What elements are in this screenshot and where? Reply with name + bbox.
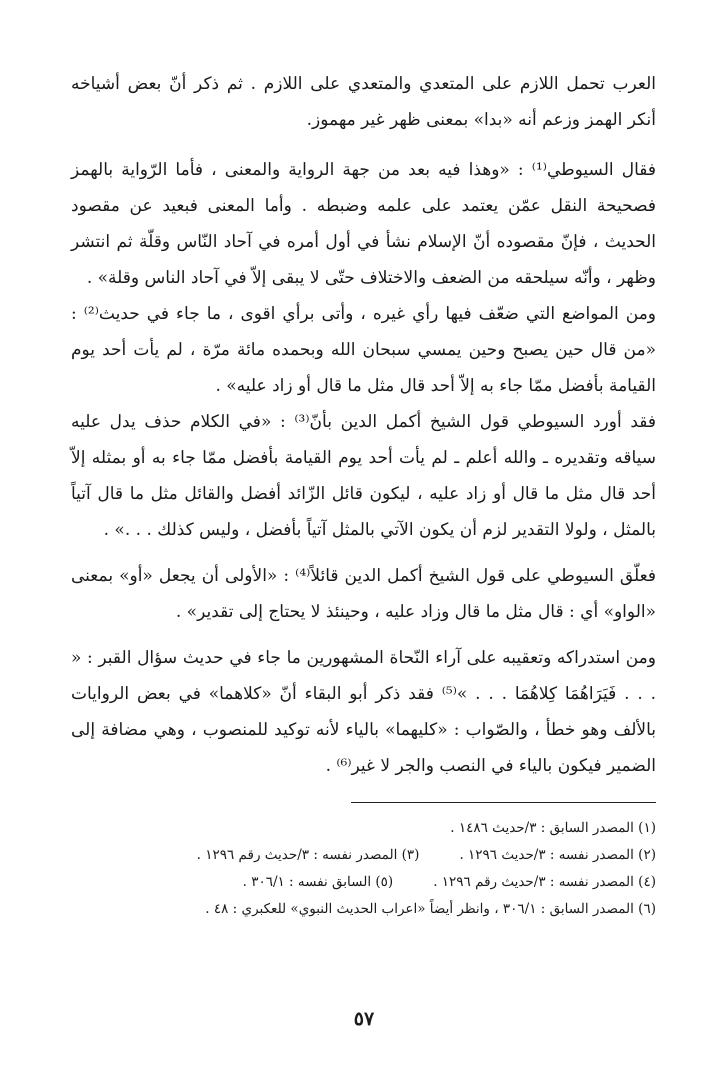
paragraph-1: العرب تحمل اللازم على المتعدي والمتعدي على اللازم . ثم ذكر أنّ بعض أشياخه أنكر الهمز وزعم أنه «بدا» بمعنى ظهر غير مهموز. (71, 74, 656, 130)
paragraph-4: فقد أورد السيوطي قول الشيخ أكمل الدين بأنّ⁽³⁾ : «في الكلام حذف يدل عليه سياقه وتقديره ـ والله أعلم ـ لم يأت أحد يوم القيامة بأفضل ممّا جاء به أو بمثله إلاّ أحد قال مثل ما قال أو زاد عليه ، ليكون قائل الزّائد أفضل والقائل مثل ما قال آتياً بالمثل ، ولولا التقدير لزم أن يكون الآتي بالمثل آتياً بأفضل ، وليس كذلك . . .» . (71, 412, 656, 540)
footnote-2: (٢) المصدر نفسه : ٣/حديث ١٢٩٦ . (459, 847, 656, 863)
paragraph-5: فعلّق السيوطي على قول الشيخ أكمل الدين قائلاً⁽⁴⁾ : «الأولى أن يجعل «أو» بمعنى «الواو» أي : قال مثل ما قال وزاد عليه ، وحينئذ لا يحتاج إلى تقدير» . (71, 566, 656, 622)
footnote-3: (٣) المصدر نفسه : ٣/حديث رقم ١٢٩٦ . (196, 847, 420, 863)
footnote-4: (٤) المصدر نفسه : ٣/حديث رقم ١٢٩٦ . (433, 874, 656, 890)
document-page (71, 66, 656, 923)
footnote-row-4 (71, 896, 656, 923)
footnote-divider (351, 802, 656, 803)
footnote-row-1 (71, 815, 656, 842)
footnote-6: (٦) المصدر السابق : ٣٠٦/١ ، وانظر أيضاً «اعراب الحديث النبوي» للعكبري : ٤٨ . (205, 901, 656, 917)
page-number: ٥٧ (353, 1008, 375, 1030)
footnotes (71, 815, 656, 923)
footnote-5: (٥) السابق نفسه : ٣٠٦/١ . (242, 874, 394, 890)
paragraph-6: ومن استدراكه وتعقيبه على آراء النّحاة المشهورين ما جاء في حديث سؤال القبر : « . . . فَيَرَاهُمَا كِلاهُمَا . . . »⁽⁵⁾ فقد ذكر أبو البقاء أنّ «كلاهما» في بعض الروايات بالألف وهو خطأ ، والصّواب : «كليهما» بالياء لأنه توكيد للمنصوب ، وهي مضافة إلى الضمير فيكون بالياء في النصب والجر لا غير⁽⁶⁾ . (71, 648, 656, 776)
footnote-1: (١) المصدر السابق : ٣/حديث ١٤٨٦ . (450, 820, 656, 836)
footnote-row-2 (71, 842, 656, 869)
paragraph-3: ومن المواضع التي ضعّف فيها رأي غيره ، وأتى برأي اقوى ، ما جاء في حديث⁽²⁾ : «من قال حين يصبح وحين يمسي سبحان الله وبحمده مائة مرّة ، لم يأت أحد يوم القيامة بأفضل ممّا جاء به إلاّ أحد قال مثل ما قال أو زاد عليه» . (71, 304, 657, 396)
paragraph-2: فقال السيوطي⁽¹⁾ : «وهذا فيه بعد من جهة الرواية والمعنى ، فأما الرّواية بالهمز فصحيحة النقل عمّن يعتمد على علمه وضبطه . وأما المعنى فبعيد عن مقصود الحديث ، فإنّ مقصوده أنّ الإسلام نشأ في أول أمره في آحاد النّاس وقلّة ثم انتشر وظهر ، وأنّه سيلحقه من الضعف والاختلاف حتّى لا يبقى إلاّ في آحاد الناس وقلة» . (71, 160, 656, 288)
footnote-row-3 (71, 869, 656, 896)
